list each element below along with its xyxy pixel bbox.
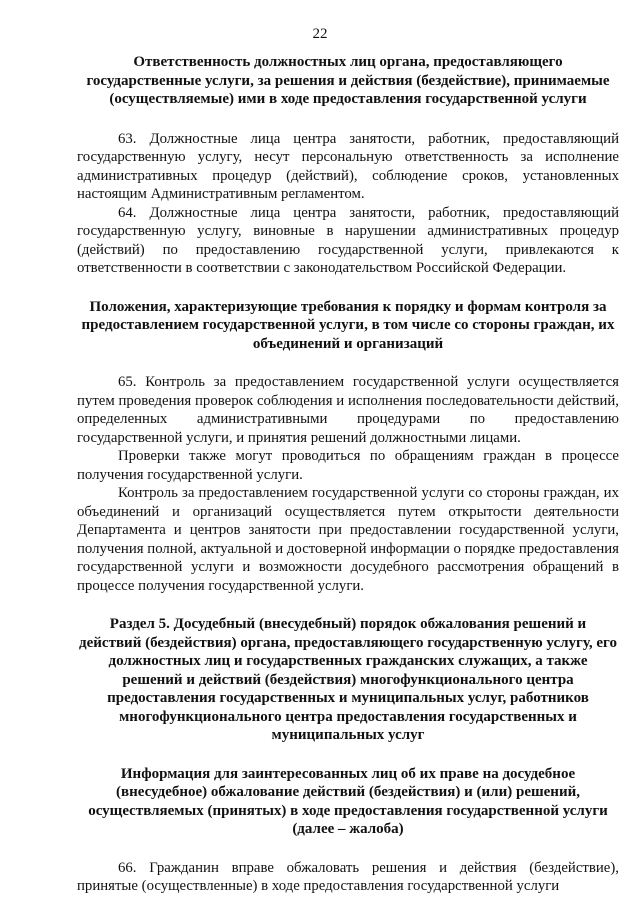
paragraph-63: 63. Должностные лица центра занятости, работник, предоставляющий государственную услугу, несут персональную ответственность за исполнение административных процедур (действий), соблюдение сроков, установленных настоящим Административным регламентом. xyxy=(77,130,619,202)
paragraph-65: 65. Контроль за предоставлением государственной услуги осуществляется путем проведения проверок соблюдения и исполнения последовательности действий, определенных административными процедурами по предоставлению государственной услуги, и принятия решений должностными лицами. xyxy=(77,374,619,446)
heading-section-5: Раздел 5. Досудебный (внесудебный) порядок обжалования решений и действий (бездействия) органа, предоставляющего государственную услугу, его должностных лиц и государственных гражданских служащих, а также решений и действий (бездействия) многофункционального центра предоставления государственных и муниципальных услуг, работников многофункционального центра предоставления государственных и муниципальных услуг xyxy=(79,616,617,743)
paragraph-66: 66. Гражданин вправе обжаловать решения и действия (бездействие), принятые (осуществленные) в ходе предоставления государственной услуги xyxy=(77,859,619,894)
document-body xyxy=(77,53,619,896)
heading-complaint-info: Информация для заинтересованных лиц об их праве на досудебное (внесудебное) обжалование действий (бездействия) и (или) решений, осуществляемых (принятых) в ходе предоставления государственной услуги (далее – жалоба) xyxy=(88,765,608,837)
page-number: 22 xyxy=(312,26,328,42)
paragraph-64: 64. Должностные лица центра занятости, работник, предоставляющий государственную услугу, виновные в нарушении административных процедур (действий) по предоставлению государственной услуги, привлекаются к ответственности в соответствии с законодательством Российской Федерации. xyxy=(77,204,619,276)
paragraph-65-citizen-control: Контроль за предоставлением государственной услуги со стороны граждан, их объединений и организаций осуществляется путем открытости деятельности Департамента и центров занятости при предоставлении государственной услуги, получения полной, актуальной и достоверной информации о порядке предоставления государственной услуги и возможности досудебного рассмотрения обращений в процессе получения государственной услуги. xyxy=(77,485,619,594)
paragraph-65-checks: Проверки также могут проводиться по обращениям граждан в процессе получения государственной услуги. xyxy=(77,448,619,483)
heading-control-requirements: Положения, характеризующие требования к порядку и формам контроля за предоставлением государственной услуги, в том числе со стороны граждан, их объединений и организаций xyxy=(81,298,615,352)
heading-responsibility: Ответственность должностных лиц органа, предоставляющего государственные услуги, за решения и действия (бездействие), принимаемые (осуществляемые) ими в ходе предоставления государственной услуги xyxy=(86,54,610,107)
